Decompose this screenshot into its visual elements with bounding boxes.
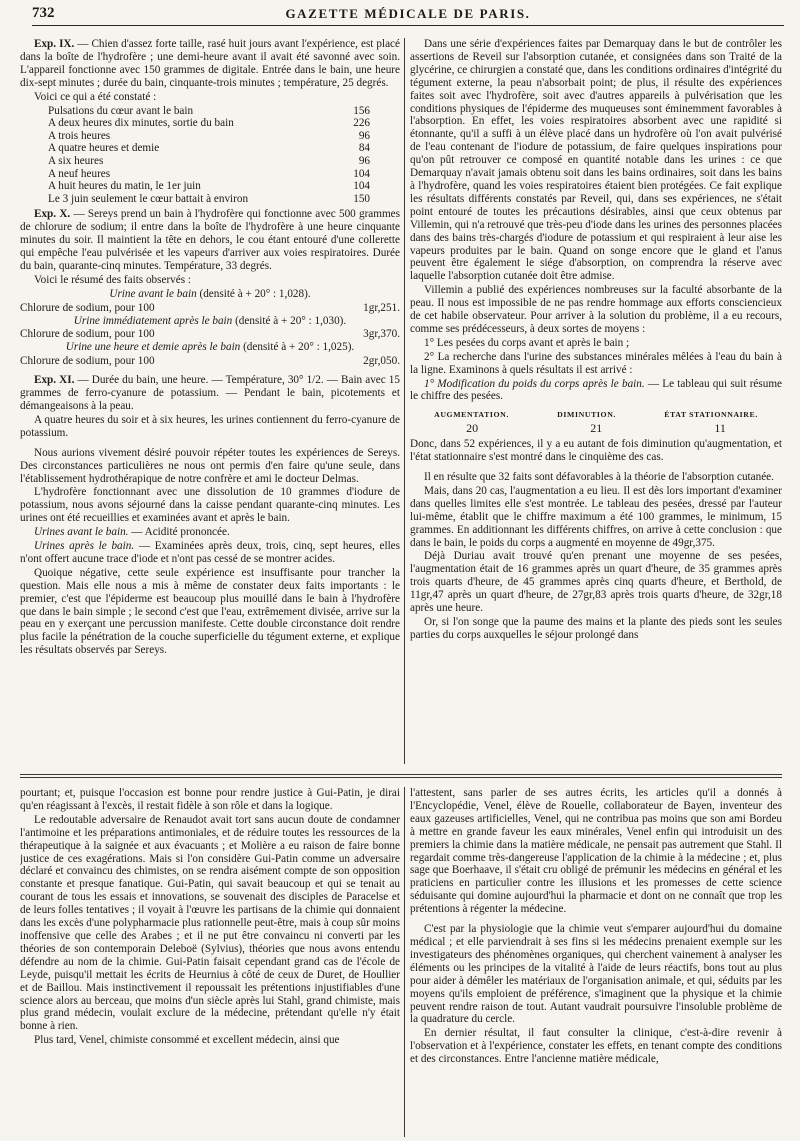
pulse-row — [48, 130, 370, 143]
urine-later-label: Urine une heure et demie après le bain — [65, 341, 241, 354]
column-left-lower — [20, 787, 400, 1137]
pulse-row-label: A deux heures dix minutes, sortie du bain — [48, 117, 234, 130]
urine-after-density: (densité à + 20° : 1,030). — [232, 314, 347, 327]
pulse-row — [48, 193, 370, 206]
experiment-10-title: Exp. X. — [34, 208, 71, 221]
column-divider-lower — [404, 787, 405, 1137]
list-item-3 — [410, 378, 782, 404]
pulse-row-value: 84 — [358, 142, 370, 155]
urine-before-row-label: Chlorure de sodium, pour 100 — [20, 301, 155, 314]
experiment-9 — [20, 38, 400, 90]
list-item-3-text: — Le tableau qui suit résume le chiffre des pesées. — [410, 377, 782, 403]
list-item-2: 2° La recherche dans l'urine des substances minérales mêlées à l'eau du bain à la ligne. Examinons à quels résultats il est arrivé : — [410, 350, 782, 376]
pulse-row-value: 104 — [353, 167, 370, 180]
pulse-row-label: A huit heures du matin, le 1er juin — [48, 180, 201, 193]
pulse-row — [48, 142, 370, 155]
stat-label-stationary: ÉTAT STATIONNAIRE. — [664, 410, 758, 420]
urine-after-row-value: 3gr,370. — [363, 328, 400, 341]
paragraph-villemin: Villemin a publié des expériences nombreuses sur la faculté absorbante de la peau. Il nous est impossible de ne pas rendre hommage aux efforts consciencieux de cet habile observateur. Pour arriver à la solution du problème, il a eu recours, comme ses prédécesseurs, à deux sortes de moyens : — [410, 284, 782, 335]
paragraph-venel: Plus tard, Venel, chimiste consommé et excellent médecin, ainsi que — [34, 1034, 340, 1047]
urine-later-row — [20, 355, 400, 368]
urine-later-row-value: 2gr,050. — [363, 355, 400, 368]
urine-later-heading — [20, 341, 400, 354]
urine-after-row-label: Chlorure de sodium, pour 100 — [20, 328, 155, 341]
urine-before-heading — [20, 288, 400, 301]
paragraph-gui-patin-1: pourtant; et, puisque l'occasion est bonne pour rendre justice à Gui-Patin, je dirai qu'en réagissant à l'excès, il restait fidèle à son rôle et dans la logique. — [20, 787, 400, 812]
urines-before-text: — Acidité prononcée. — [128, 526, 230, 539]
pulse-row-label: A neuf heures — [48, 167, 111, 180]
pulse-row-label: A six heures — [48, 154, 104, 167]
page-number: 732 — [32, 5, 55, 21]
experiment-11-title: Exp. XI. — [34, 374, 75, 387]
weighings-table-values — [410, 422, 782, 435]
experiment-10-text: — Sereys prend un bain à l'hydrofère qui fonctionne avec 500 grammes de chlorure de sodium; il entre dans la boîte de l'hydrofère à une heure cinquante minutes du soir. Il maintient la tête en dehors, le cou étant entouré d'une collerette qui empêche l'eau pulvérisée et les vapeurs d'arriver aux voies respiratoires. Durée du bain, quarante-cinq minutes. Température, 33 degrés. — [20, 208, 400, 272]
pulse-row-value: 104 — [353, 180, 370, 193]
experiment-11-text: — Durée du bain, une heure. — Température, 30° 1/2. — Bain avec 15 grammes de ferro-cyanure de potassium. — Pendant le bain, picotements et démangeaisons à la peau. — [20, 374, 400, 412]
urine-after-heading — [20, 315, 400, 328]
journal-title: GAZETTE MÉDICALE DE PARIS. — [285, 6, 531, 21]
pulse-row — [48, 180, 370, 193]
stat-value-augmentation: 20 — [466, 421, 479, 436]
pulse-row — [48, 168, 370, 181]
experiment-9-text: — Chien d'assez forte taille, rasé huit jours avant l'expérience, est placé dans la boîte de l'hydrofère ; une demi-heure avant il avait été savonné avec soin. L'appareil fonctionne avec 150 grammes de digitale. Entrée dans le bain, une heure dix-sept minutes ; durée du bain, cinquante-trois minutes ; température, 25 degrés. — [20, 38, 400, 89]
pulse-row-label: Le 3 juin seulement le cœur battait à environ — [48, 192, 249, 205]
urine-before-row — [20, 302, 400, 315]
stat-label-augmentation: AUGMENTATION. — [434, 410, 509, 420]
pulse-row-value: 150 — [353, 192, 370, 205]
pulse-row-label: A quatre heures et demie — [48, 142, 160, 155]
pulse-row — [48, 155, 370, 168]
column-divider — [404, 38, 405, 764]
paragraph-physiologie: C'est par la physiologie que la chimie veut s'emparer aujourd'hui du domaine médical ; et elle parviendrait à ses fins si les médecins prenaient exemple sur les investigateurs des phénomènes organiques, qui cherchent vainement à analyser les éléments ou les principes de la vitalité à l'aide de leurs réactifs, bons tout au plus pour aider à démêler les matériaux de l'organisation animale, et qui, séduits par les moyens qu'ils emploient de préférence, s'imaginent que la physique et la chimie peuvent rendre raison de tout. Autant vaudrait poursuivre l'insoluble problème de la quadrature du cercle. — [410, 923, 782, 1026]
paragraph-clinique: En dernier résultat, il faut consulter la clinique, c'est-à-dire revenir à l'observation et à l'expérience, constater les effets, en tenant compte des conditions et des circonstances. Entre l'ancienne matière médicale, — [410, 1027, 782, 1066]
pulse-row-value: 96 — [358, 154, 370, 167]
pulse-row-label: Pulsations du cœur avant le bain — [48, 104, 194, 117]
experiment-9-intro: Voici ce qui a été constaté : — [34, 90, 157, 103]
paragraph-hydrofere: L'hydrofère fonctionnant avec une dissolution de 10 grammes d'iodure de potassium, nous avons séjourné dans la caisse pendant quarante-cinq minutes. Les urines ont été recueillies et examinées avant et après le bain. — [20, 486, 400, 525]
urine-before-row-value: 1gr,251. — [363, 301, 400, 314]
pulse-row-value: 96 — [358, 129, 370, 142]
section-divider — [20, 774, 782, 775]
paragraph-or: Or, si l'on songe que la paume des mains et la plante des pieds sont les seules parties du corps auxquelles le séjour prolongé dans — [410, 615, 782, 641]
column-left-upper — [20, 38, 400, 764]
urines-before-label: Urines avant le bain. — [34, 526, 129, 539]
urine-before-label: Urine avant le bain — [109, 287, 197, 300]
pulse-row-value: 226 — [353, 117, 370, 130]
urine-later-density: (densité à + 20° : 1,025). — [240, 341, 355, 354]
urine-after-label: Urine immédiatement après le bain — [73, 314, 233, 327]
page-header — [32, 6, 784, 26]
list-item-3-label: 1° Modification du poids du corps après le bain. — [424, 377, 645, 390]
experiment-11-after: A quatre heures du soir et à six heures, les urines contiennent du ferro-cyanure de potassium. — [20, 413, 400, 439]
stat-label-diminution: DIMINUTION. — [557, 410, 616, 420]
pulse-table — [48, 105, 370, 206]
experiment-10 — [20, 208, 400, 273]
experiment-10-intro: Voici le résumé des faits observés : — [34, 273, 192, 286]
column-right-upper — [410, 38, 782, 764]
paragraph-resulte: Il en résulte que 32 faits sont défavorables à la théorie de l'absorption cutanée. — [424, 471, 774, 483]
urine-later-row-label: Chlorure de sodium, pour 100 — [20, 355, 155, 368]
column-right-lower — [410, 787, 782, 1137]
urines-after-text: — Examinées après deux, trois, cinq, sept heures, elles n'ont offert aucune trace d'iode et n'ont pas cessé de se montrer acides. — [20, 540, 400, 565]
paragraph-mais: Mais, dans 20 cas, l'augmentation a eu lieu. Il est dès lors important d'examiner dans quelles limites elle s'est montrée. Le tableau des pesées, dressé par l'auteur lui-même, établit que le chiffre maximum a été 100 grammes, le minimum, 15 grammes. En additionnant les différents chiffres, on arrive à cette conclusion : que dans le bain, le poids du corps a augmenté en moyenne de 49gr,375. — [410, 484, 782, 549]
experiment-11 — [20, 374, 400, 413]
stat-value-diminution: 21 — [590, 421, 603, 436]
stat-value-stationary: 11 — [714, 421, 726, 436]
pulse-row — [48, 105, 370, 118]
list-item-1: 1° Les pesées du corps avant et après le bain ; — [424, 336, 630, 349]
pulse-row — [48, 117, 370, 130]
paragraph-nous: Nous aurions vivement désiré pouvoir répéter toutes les expériences de Sereys. Des circonstances particulières ne nous ont permis d'en faire qu'une seule, dans l'établissement hydrothérapique de notre confrère et ami le docteur Delmas. — [20, 446, 400, 485]
urines-before-note — [20, 526, 400, 539]
pulse-row-value: 156 — [353, 104, 370, 117]
urine-after-row — [20, 328, 400, 341]
urines-after-label: Urines après le bain. — [34, 540, 135, 553]
paragraph-encyclopedie: l'attestent, sans parler de ses autres écrits, les articles qu'il a donnés à l'Encyclopédie, Venel, élève de Rouelle, collaborateur de Bayen, inventeur des eaux gazeuses artificielles, Venel, qui ne contribua pas moins que son ami Bordeu à mettre en grande faveur les eaux minérales, Venel enfin qui introduisit un des premiers la chimie dans la matière médicale, ne pensait pas autrement que Stahl. Il regardait comme très-dangereuse l'application de la chimie à la médecine ; et, plus sage que Boerhaave, il s'était cru obligé de prémunir les médecins en général et les praticiens en particulier contre les illusions et les promesses de cette science séduisante qui domine aujourd'hui la pharmacie et dont on ne connaît que trop les prétentions à régenter la médecine. — [410, 787, 782, 916]
paragraph-gui-patin-2: Le redoutable adversaire de Renaudot avait tort sans aucun doute de condamner l'antimoine et les préparations antimoniales, et de réduire toutes les ressources de la thérapeutique à la saignée et aux évacuants ; et Molière a eu raison de faire bonne justice de ces exagérations. Mais si l'on considère Gui-Patin comme un adversaire déclaré et convaincu des chimistes, on se rendra aisément compte de son opposition constante et presque fanatique. Gui-Patin, qui savait beaucoup et qui se tenait au courant de tous les essais et innovations, se souvenait des disciples de Paracelse et de leurs folles tentatives ; il voyait à l'œuvre les partisans de la chimie qui donnaient dans les excès d'une polypharmacie plus rationnelle peut-être, mais à coup sûr moins inoffensive que celle des Arabes ; et il ne put être convaincu ni converti par les théories de son contemporain Deleboë (Sylvius), théories que nous avons entendu défendre au nom de la chimie. Gui-Patin faisait cependant grand cas de l'école de Leyde, puisqu'il mettait les écrits de Heurnius à côté de ceux de Duret, de Houllier et de Baillou. Mais instinctivement il repoussait les prétentions injustifiables d'une science alors au berceau, que moins d'un siècle après lui Stahl, grand chimiste, mais plus grand médecin, voulait exclure de la médecine, prétendant qu'elle n'y était bonne à rien. — [20, 813, 400, 1033]
section-divider-double — [20, 777, 782, 778]
urines-after-note — [20, 540, 400, 566]
pulse-row-label: A trois heures — [48, 129, 111, 142]
paragraph-duriau: Déjà Duriau avait trouvé qu'en prenant une moyenne de ses pesées, l'augmentation était de 16 grammes après un quart d'heure, de 35 grammes après trois quarts d'heure, de 45 grammes après cinq quarts d'heure, et Berthold, de 11gr,47 après un quart d'heure, de 27gr,83 après trois quarts d'heure, de 32gr,18 après une heure. — [410, 550, 782, 615]
paragraph-donc: Donc, dans 52 expériences, il y a eu autant de fois diminution qu'augmentation, et l'état stationnaire s'est montré dans le cinquième des cas. — [410, 438, 782, 464]
paragraph-demarquay: Dans une série d'expériences faites par Demarquay dans le but de contrôler les assertions de Reveil sur l'absorption cutanée, et consignées dans son Traité de la glycérine, ce chirurgien a constaté que, dans les conditions ordinaires d'intégrité du tégument externe, la peau n'absorbait point; de plus, il résulte des expériences faites soit avec l'hydrofère, soit avec d'autres appareils à pulvérisation que les conditions physiques de l'épiderme des muqueuses sont éminemment favorables à l'absorption. En effet, les voies respiratoires absorbent avec une rapidité si étonnante, qu'il a suffi à un élève placé dans un hydrofère où l'on avait pulvérisé de l'eau contenant de l'iodure de potassium, de faire quelques inspirations pour qu'on pût retrouver ce composé en quantité notable dans les urines : ce que Demarquay n'avait jamais obtenu soit dans les bains ordinaires, soit dans les bains à l'hydrofère, quand les voies respiratoires étaient bien protégées. Ce fait explique les résultats différents constatés par Reveil, qui, dans ses expériences, ne s'était point entouré de toutes les précautions désirables, ainsi que ceux obtenus par Villemin, qui n'a retrouvé que très-peu d'iode dans les urines des personnes placées dans des bains très-chargés d'iodure de potassium et qui respiraient à leur aise les vapeurs produites par le bain. Quand on songe encore que le gland et l'anus peuvent être également le siége d'absorption, on comprendra la réserve avec laquelle l'absorption cutanée doit être admise. — [410, 38, 782, 283]
urine-before-density: (densité à + 20° : 1,028). — [196, 287, 311, 300]
experiment-9-title: Exp. IX. — [34, 38, 75, 50]
paragraph-quoique: Quoique négative, cette seule expérience est insuffisante pour trancher la question. Mais elle nous a mis à même de constater deux faits importants : le premier, c'est que l'épiderme est beaucoup plus mouillé dans le bain à l'hydrofère que dans le bain simple ; le second c'est que l'eau, extrêmement divisée, arrive sur la peau en y exerçant une percussion manifeste. Cette double circonstance doit rendre plus facile la pénétration de la couche superficielle du tégument externe, et explique les résultats observés par Sereys. — [20, 566, 400, 657]
